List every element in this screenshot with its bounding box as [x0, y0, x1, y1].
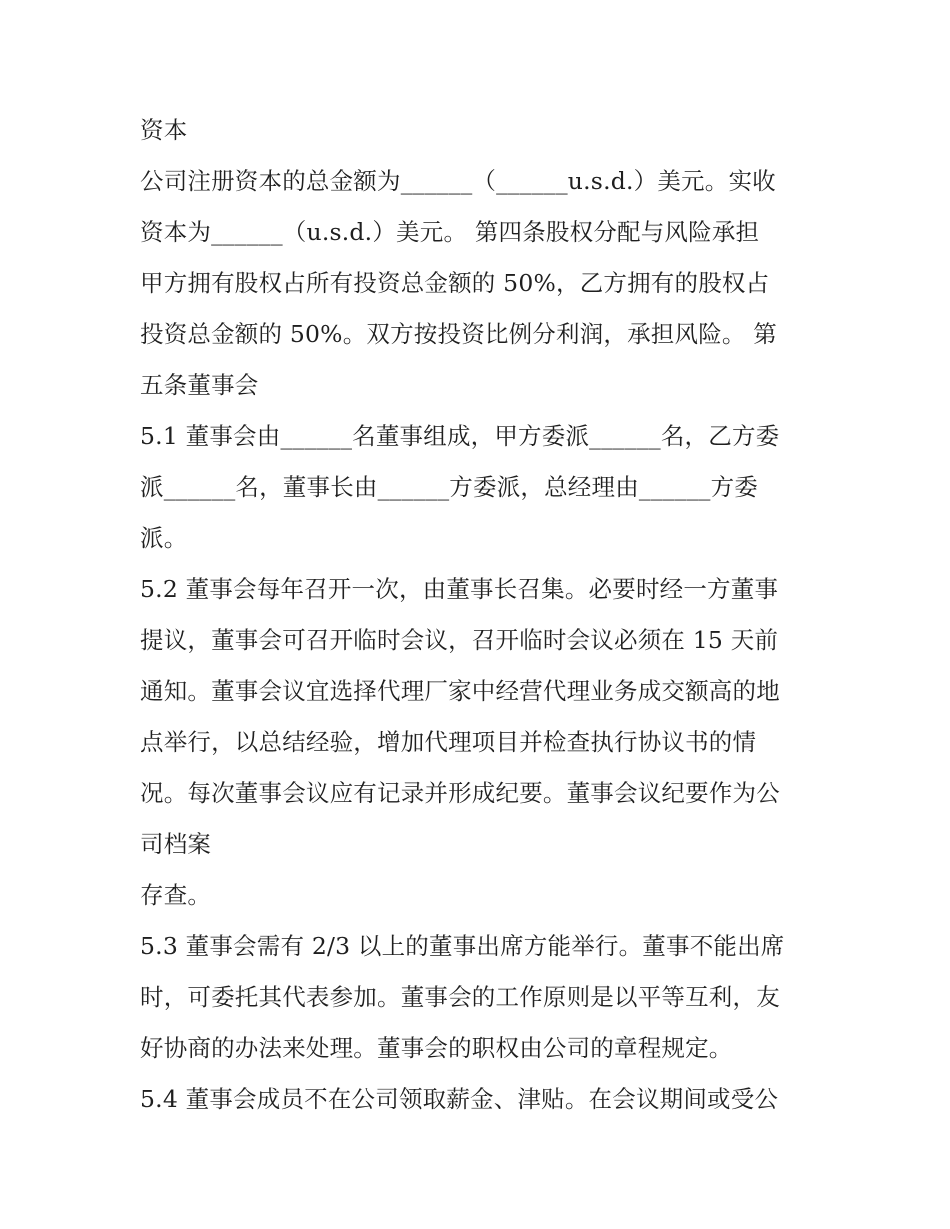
text-line: 5.2 董事会每年召开一次，由董事长召集。必要时经一方董事 [140, 575, 779, 603]
text-line: 提议，董事会可召开临时会议，召开临时会议必须在 15 天前 [140, 626, 779, 654]
text-line: 好协商的办法来处理。董事会的职权由公司的章程规定。 [140, 1034, 733, 1062]
text-line: 五条董事会 [140, 371, 259, 399]
text-line: 5.4 董事会成员不在公司领取薪金、津贴。在会议期间或受公 [140, 1085, 779, 1113]
document-body [140, 108, 820, 1128]
text-line: 5.1 董事会由______名董事组成，甲方委派______名，乙方委 [140, 422, 780, 450]
text-line: 通知。董事会议宜选择代理厂家中经营代理业务成交额高的地 [140, 677, 780, 705]
text-line: 资本 [140, 116, 188, 144]
text-line: 甲方拥有股权占所有投资总金额的 50%，乙方拥有的股权占 [140, 269, 770, 297]
text-line: 公司注册资本的总金额为______（______u.s.d.）美元。实收 [140, 167, 776, 195]
text-line: 时，可委托其代表参加。董事会的工作原则是以平等互利，友 [140, 983, 780, 1011]
text-line: 投资总金额的 50%。双方按投资比例分利润，承担风险。 第 [140, 320, 777, 348]
text-line: 派______名，董事长由______方委派，总经理由______方委 [140, 473, 758, 501]
text-line: 派。 [140, 524, 188, 552]
text-line: 资本为______（u.s.d.）美元。 第四条股权分配与风险承担 [140, 218, 760, 246]
text-line: 点举行，以总结经验，增加代理项目并检查执行协议书的情 [140, 728, 757, 756]
text-line: 况。每次董事会议应有记录并形成纪要。董事会议纪要作为公 [140, 779, 780, 807]
text-line: 5.3 董事会需有 2/3 以上的董事出席方能举行。董事不能出席 [140, 932, 785, 960]
text-line: 存查。 [140, 881, 212, 909]
text-line: 司档案 [140, 830, 212, 858]
